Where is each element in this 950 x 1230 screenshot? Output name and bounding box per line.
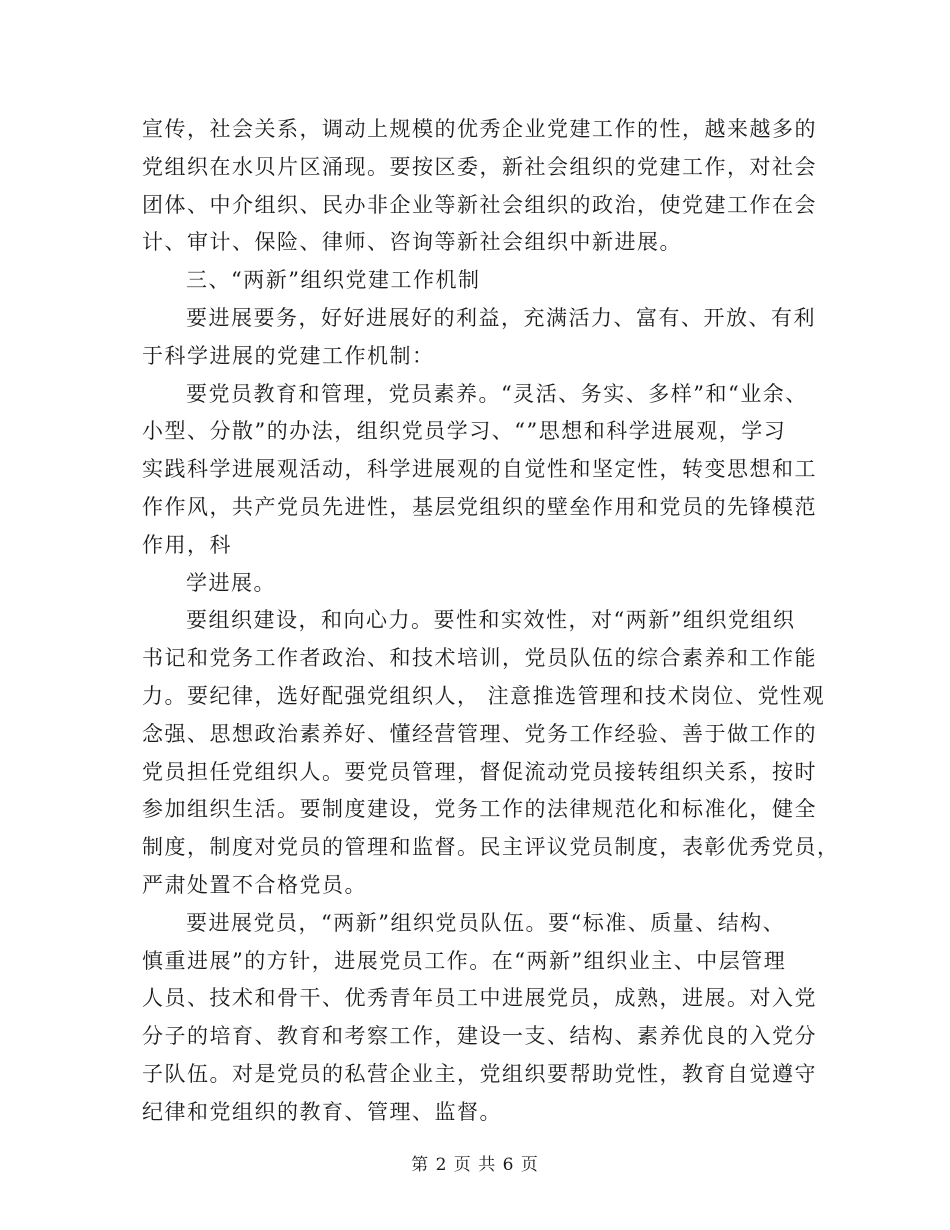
text-line: 力。要纪律，选好配强党组织人， 注意推选管理和技术岗位、党性观 — [142, 684, 826, 708]
text-line: 团体、中介组织、民办非企业等新社会组织的政治，使党建工作在会 — [142, 192, 817, 217]
text-line: 念强、思想政治素养好、懂经营管理、党务工作经验、善于做工作的 — [142, 721, 817, 746]
text-line: 党组织在水贝片区涌现。要按区委，新社会组织的党建工作，对社会 — [142, 154, 817, 179]
text-line: 于科学进展的党建工作机制： — [142, 343, 435, 368]
text-line: 要党员教育和管理，党员素养。“灵活、务实、多样”和“业余、 — [186, 381, 808, 406]
text-line: 分子的培育、教育和考察工作，建设一支、结构、素养优良的入党分 — [142, 1024, 817, 1049]
text-line: 参加组织生活。要制度建设，党务工作的法律规范化和标准化，健全 — [142, 797, 817, 822]
text-line: 要组织建设，和向心力。要性和实效性，对“两新”组织党组织 — [186, 608, 796, 633]
text-line: 三、“两新”组织党建工作机制 — [186, 268, 481, 293]
text-line: 书记和党务工作者政治、和技术培训，党员队伍的综合素养和工作能 — [142, 646, 817, 671]
text-line: 人员、技术和骨干、优秀青年员工中进展党员，成熟，进展。对入党 — [142, 986, 817, 1011]
text-line: 计、审计、保险、律师、咨询等新社会组织中新进展。 — [142, 230, 682, 255]
text-line: 作用，科 — [142, 532, 232, 557]
text-line: 制度，制度对党员的管理和监督。民主评议党员制度，表彰优秀党员， — [142, 835, 840, 860]
page-footer: 第 2 页 共 6 页 — [411, 1155, 539, 1175]
text-line: 宣传，社会关系，调动上规模的优秀企业党建工作的性，越来越多的 — [142, 117, 817, 141]
text-line: 纪律和党组织的教育、管理、监督。 — [142, 1099, 502, 1124]
text-line: 作作风，共产党员先进性，基层党组织的壁垒作用和党员的先锋模范 — [142, 495, 817, 519]
text-line: 子队伍。对是党员的私营企业主，党组织要帮助党性，教育自觉遵守 — [142, 1062, 817, 1086]
text-line: 慎重进展”的方针，进展党员工作。在“两新”组织业主、中层管理 — [142, 948, 787, 973]
text-line: 党员担任党组织人。要党员管理，督促流动党员接转组织关系，按时 — [142, 759, 817, 784]
text-line: 实践科学进展观活动，科学进展观的自觉性和坚定性，转变思想和工 — [142, 457, 817, 482]
text-line: 小型、分散”的办法，组织党员学习、“”思想和科学进展观，学习 — [142, 419, 787, 444]
text-line: 要进展党员，“两新”组织党员队伍。要“标准、质量、结构、 — [186, 910, 786, 935]
text-line: 严肃处置不合格党员。 — [142, 873, 367, 897]
text-line: 要进展要务，好好进展好的利益，充满活力、富有、开放、有利 — [186, 306, 816, 330]
text-line: 学进展。 — [186, 570, 276, 595]
